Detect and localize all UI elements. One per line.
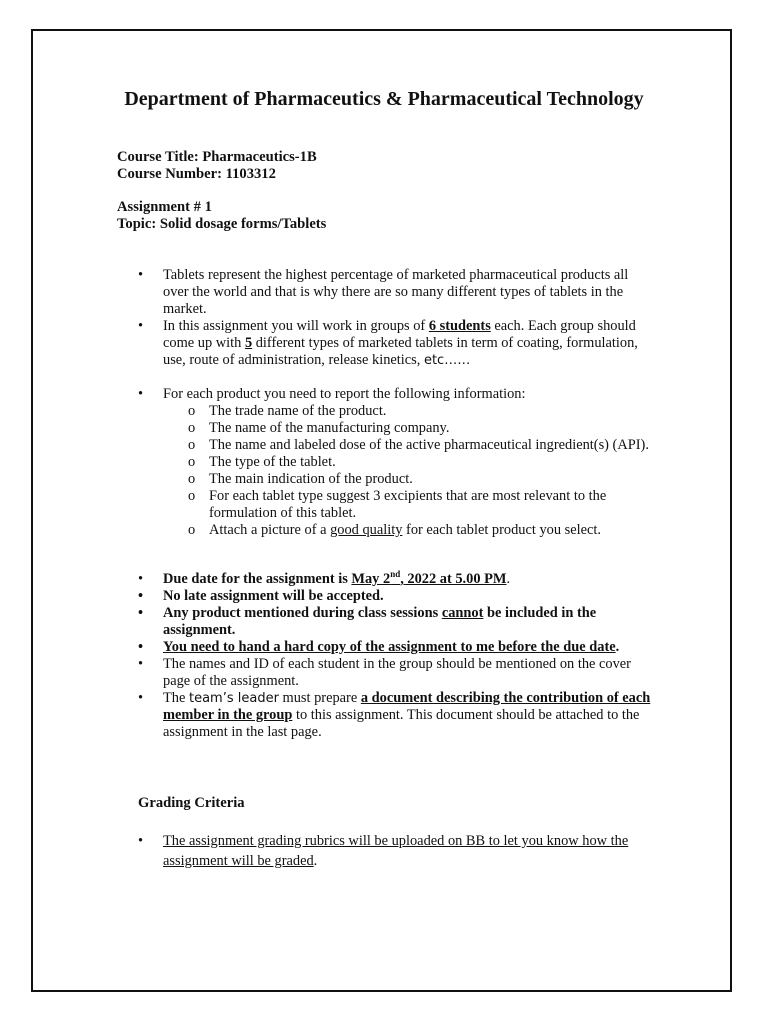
list-item [117,639,657,656]
tablet-count: 5 [244,335,253,351]
intro-text-2e: different types of marketed tablets in term of coating, formulation, use, route of administration, release kinetics, [163,335,638,368]
intro-text-2a: In this assignment you will work in groups of [163,318,429,334]
grading-text: The assignment grading rubrics will be uploaded on BB to let you know how the assignment will be graded [163,833,629,869]
report-list [117,386,657,539]
leader-text-e: to this assignment. This document should be attached to the assignment in the last page. [163,707,640,740]
grading-list [117,831,657,871]
product-text-a: Any product mentioned during class sessions [163,605,442,621]
sub-item: o The trade name of the product. [163,403,657,420]
due-period: . [506,571,511,587]
sub-item: o The main indication of the product. [163,471,657,488]
course-info [117,149,317,183]
group-size: 6 students [428,318,491,334]
sub-item [163,522,657,539]
contribution-doc: a document describing the contribution of each member in the group [163,690,651,723]
assignment-topic: Topic: Solid dosage forms/Tablets [117,216,327,232]
intro-list [117,267,657,369]
sub-item: o The type of the tablet. [163,454,657,471]
course-number: Course Number: 1103312 [117,166,276,182]
sub-text-a: Attach a picture of a [209,522,331,538]
department-title: Department of Pharmaceutics & Pharmaceutical Technology [124,88,644,110]
team-leader: team’s leader [188,691,279,706]
intro-text-2c: each. Each group should come up with [163,318,636,351]
list-item [117,831,657,871]
list-item [117,605,657,639]
course-title: Course Title: Pharmaceutics-1B [117,149,317,165]
intro-text-1: Tablets represent the highest percentage of marketed pharmaceutical products all over the world and that is why there are so many different types of tablets in the market. [163,267,629,317]
list-item [117,571,657,588]
list-item [117,386,657,539]
assignment-number: Assignment # 1 [117,199,212,215]
list-item [117,690,657,741]
sub-item: o The name of the manufacturing company. [163,420,657,437]
list-item: • No late assignment will be accepted. [117,588,657,605]
grading-period: . [313,853,318,869]
leader-text-c: must prepare [278,690,361,706]
rules-list [117,571,657,741]
grading-heading: Grading Criteria [138,795,245,811]
product-text-c: be included in the assignment. [163,605,597,638]
sub-item: o For each tablet type suggest 3 excipients that are most relevant to the formulation of this tablet. [163,488,657,522]
hard-copy-text: You need to hand a hard copy of the assignment to me before the due date [163,639,616,655]
due-date: May 2 [351,571,391,587]
sub-text-c: for each tablet product you select. [402,522,602,538]
sub-item: o The name and labeled dose of the active pharmaceutical ingredient(s) (API). [163,437,657,454]
list-item [117,318,657,369]
list-item [117,267,657,318]
list-item: • The names and ID of each student in the group should be mentioned on the cover page of the assignment. [117,656,657,690]
due-date-suffix: nd [390,569,401,580]
report-lead: For each product you need to report the following information: [163,386,526,402]
good-quality: good quality [330,522,403,538]
report-sublist [163,403,657,539]
due-time: , 2022 at 5.00 PM [400,571,507,587]
intro-text-2f: etc…… [423,353,471,368]
due-text-a: Due date for the assignment is [163,571,352,587]
hard-copy-period: . [615,639,620,655]
leader-text-a: The [163,690,189,706]
cannot: cannot [441,605,484,621]
assignment-info [117,199,326,233]
